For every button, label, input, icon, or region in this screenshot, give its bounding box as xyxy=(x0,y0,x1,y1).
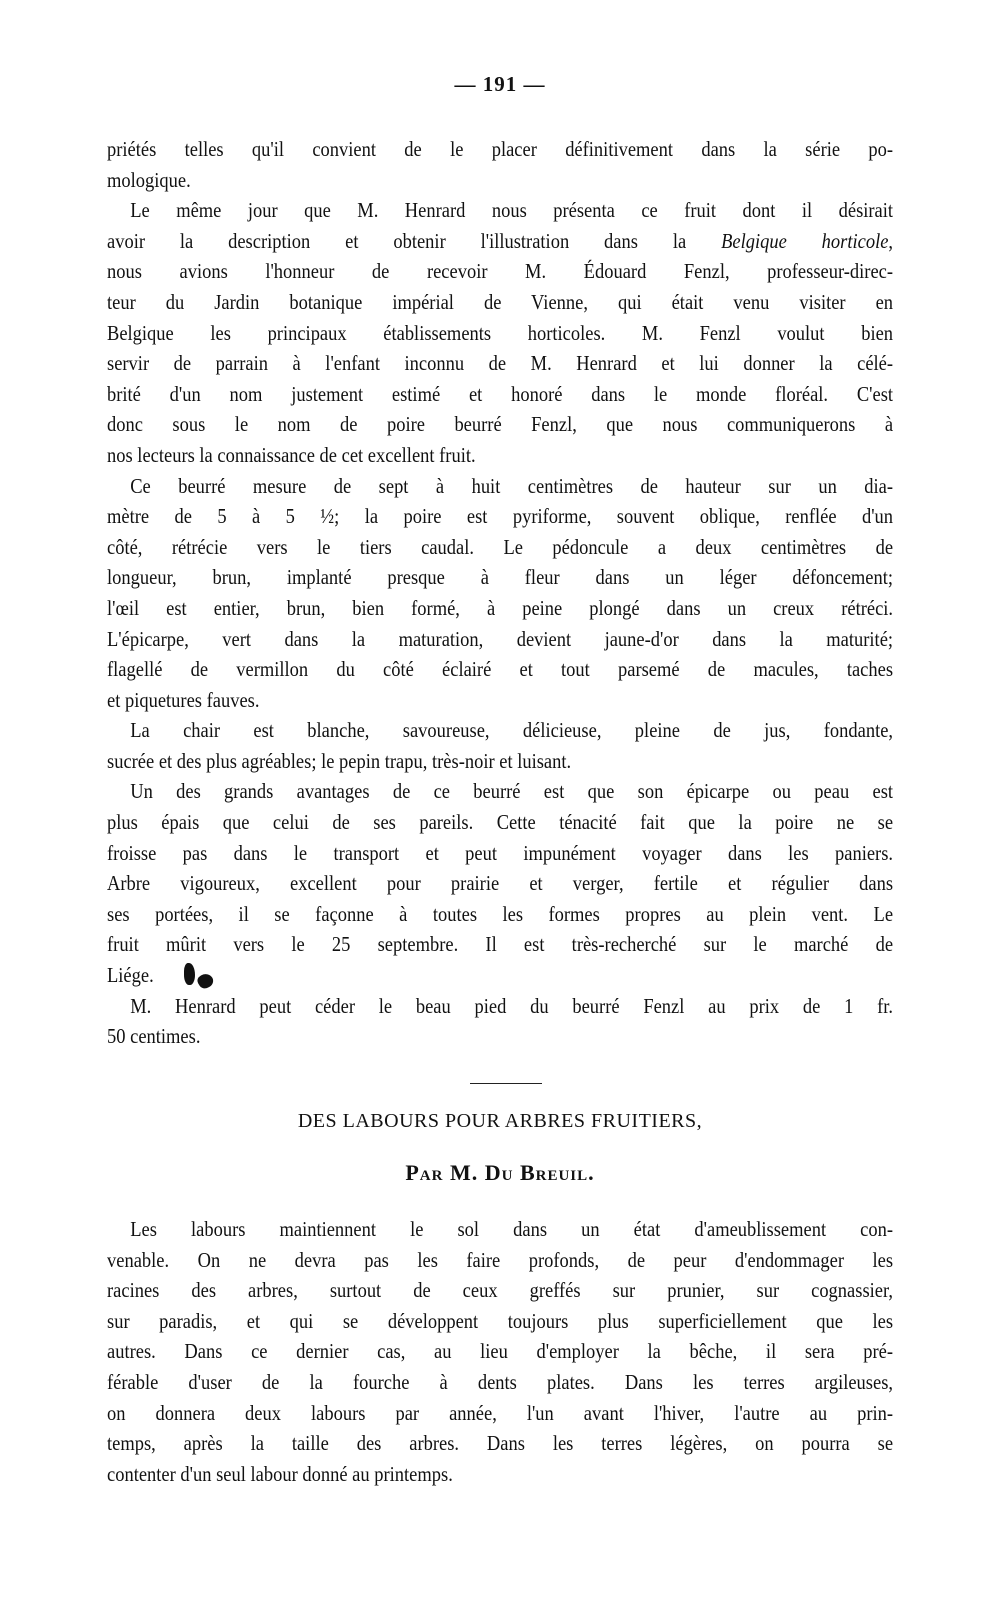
article-fenzl-text xyxy=(107,134,893,1052)
text-line: racines des arbres, surtout de ceux greffés sur prunier, sur cognassier, xyxy=(107,1278,894,1303)
text-line: plus épais que celui de ses pareils. Cette ténacité fait que la poire ne se xyxy=(107,810,894,835)
article-byline: Par M. Du Breuil. xyxy=(405,1160,595,1185)
paragraph-start: La chair est blanche, savoureuse, délicieuse, pleine de jus, fondante, xyxy=(130,718,894,743)
text-line: temps, après la taille des arbres. Dans les terres légères, on pourra se xyxy=(107,1431,894,1456)
text-line: sur paradis, et qui se développent toujours plus superficiellement que les xyxy=(107,1308,894,1333)
ink-blot xyxy=(184,963,195,985)
text-line: et piquetures fauves. xyxy=(107,687,260,712)
paragraph-start: Le même jour que M. Henrard nous présenta ce fruit dont il désirait xyxy=(130,198,894,223)
article-heading: DES LABOURS POUR ARBRES FRUITIERS, xyxy=(297,1110,703,1132)
paragraph-start: Un des grands avantages de ce beurré est que son épicarpe ou peau est xyxy=(130,779,894,804)
paragraph-start: Ce beurré mesure de sept à huit centimètres de hauteur sur un dia- xyxy=(130,473,894,498)
text-line: sucrée et des plus agréables; le pepin trapu, très-noir et luisant. xyxy=(107,748,572,773)
text-line: venable. On ne devra pas les faire profonds, de peur d'endommager les xyxy=(107,1247,894,1272)
text-fragment: avoir la description et obtenir l'illustration dans la xyxy=(107,228,722,253)
text-line: brité d'un nom justement estimé et honoré dans le monde floréal. C'est xyxy=(107,381,894,406)
journal-title: Belgique horticole xyxy=(721,228,889,253)
text-line: priétés telles qu'il convient de le placer définitivement dans la série po- xyxy=(107,137,894,161)
text-line xyxy=(107,226,893,257)
text-line: l'œil est entier, brun, bien formé, à peine plongé dans un creux rétréci. xyxy=(107,595,894,620)
text-line: froisse pas dans le transport et peut impunément voyager dans les paniers. xyxy=(107,840,894,865)
text-line: férable d'user de la fourche à dents plates. Dans les terres argileuses, xyxy=(107,1369,894,1394)
text-line: ses portées, il se façonne à toutes les formes propres au plein vent. Le xyxy=(107,901,894,926)
text-line: nos lecteurs la connaissance de cet excellent fruit. xyxy=(107,442,476,467)
text-line: côté, rétrécie vers le tiers caudal. Le pédoncule a deux centimètres de xyxy=(107,534,894,559)
text-line: servir de parrain à l'enfant inconnu de M. Henrard et lui donner la célé- xyxy=(107,351,894,376)
paragraph-start: M. Henrard peut céder le beau pied du beurré Fenzl au prix de 1 fr. xyxy=(130,993,894,1018)
paragraph-start: Les labours maintiennent le sol dans un état d'ameublissement con- xyxy=(130,1217,894,1241)
text-line: autres. Dans ce dernier cas, au lieu d'employer la bêche, il sera pré- xyxy=(107,1339,894,1364)
section-separator xyxy=(470,1083,542,1084)
text-line: Liége. xyxy=(107,963,154,988)
text-line: longueur, brun, implanté presque à fleur dans un léger défoncement; xyxy=(107,565,894,590)
text-line: mètre de 5 à 5 ½; la poire est pyriforme, souvent oblique, renflée d'un xyxy=(107,504,894,529)
page-number: — 191 — xyxy=(454,72,546,96)
text-line: flagellé de vermillon du côté éclairé et tout parsemé de macules, taches xyxy=(107,657,894,682)
text-line: mologique. xyxy=(107,167,191,192)
punctuation: , xyxy=(888,228,894,253)
text-line: on donnera deux labours par année, l'un avant l'hiver, l'autre au prin- xyxy=(107,1400,894,1425)
text-line: teur du Jardin botanique impérial de Vienne, qui était venu visiter en xyxy=(107,289,894,314)
text-line: Arbre vigoureux, excellent pour prairie et verger, fertile et régulier dans xyxy=(107,871,894,896)
text-line: donc sous le nom de poire beurré Fenzl, que nous communiquerons à xyxy=(107,412,894,437)
text-line: nous avions l'honneur de recevoir M. Édouard Fenzl, professeur-direc- xyxy=(107,259,894,284)
article-labours-text xyxy=(107,1214,893,1489)
text-line: 50 centimes. xyxy=(107,1024,201,1049)
text-line: Belgique les principaux établissements horticoles. M. Fenzl voulut bien xyxy=(107,320,894,345)
text-line: fruit mûrit vers le 25 septembre. Il est très-recherché sur le marché de xyxy=(107,932,894,957)
text-line: contenter d'un seul labour donné au printemps. xyxy=(107,1461,453,1486)
text-line: L'épicarpe, vert dans la maturation, devient jaune-d'or dans la maturité; xyxy=(107,626,894,651)
